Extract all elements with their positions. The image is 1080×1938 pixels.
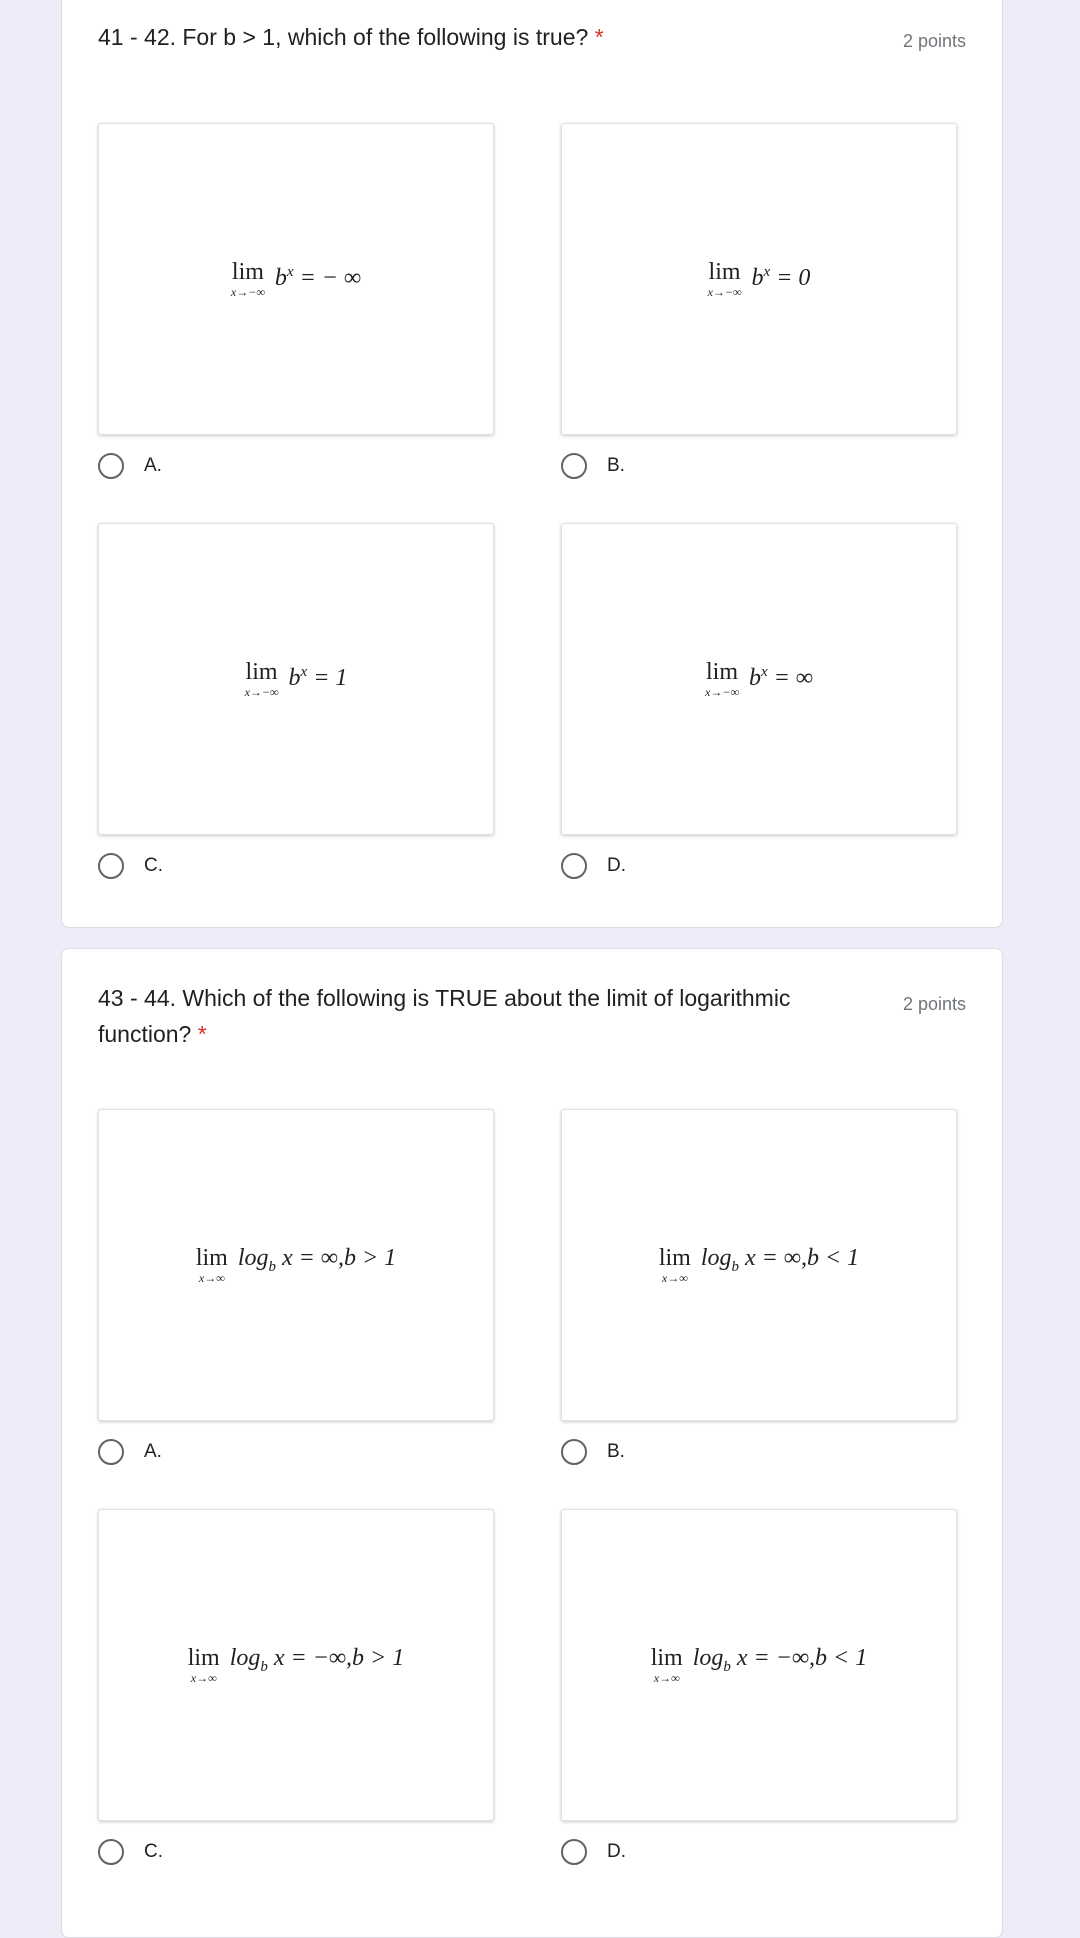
option-b-radio-row[interactable]: [561, 453, 625, 479]
option-c-radio-row[interactable]: [98, 1839, 163, 1865]
radio-button[interactable]: [98, 453, 124, 479]
question-title: 41 - 42. For b > 1, which of the following is true? *: [98, 24, 604, 50]
math-expression: lim x→∞ $\log_b x = \infty,b < 1$: [658, 1245, 860, 1285]
math-expression: lim x→−∞ $b^x = 1$: [244, 659, 348, 699]
radio-button[interactable]: [561, 1839, 587, 1865]
option-label: C.: [144, 1841, 163, 1862]
option-image-b[interactable]: [561, 1109, 957, 1421]
option-d-radio-row[interactable]: [561, 853, 626, 879]
question-title: 43 - 44. Which of the following is TRUE about the limit of logarithmic function? *: [98, 985, 791, 1047]
math-expression: lim x→−∞ $b^x = 0$: [707, 259, 811, 299]
radio-button[interactable]: [98, 853, 124, 879]
math-expression: lim x→∞ $\log_b x = \infty,b > 1$: [195, 1245, 397, 1285]
required-mark: *: [197, 1021, 207, 1047]
radio-button[interactable]: [98, 1439, 124, 1465]
option-image-d[interactable]: [561, 523, 957, 835]
option-d-radio-row[interactable]: [561, 1839, 626, 1865]
option-image-b[interactable]: [561, 123, 957, 435]
option-a-radio-row[interactable]: [98, 1439, 162, 1465]
option-image-a[interactable]: [98, 1109, 494, 1421]
radio-button[interactable]: [561, 453, 587, 479]
option-label: A.: [144, 455, 162, 476]
option-image-c[interactable]: [98, 523, 494, 835]
question-card-43-44: [61, 948, 1003, 1938]
points-label: 2 points: [902, 994, 966, 1014]
option-image-a[interactable]: [98, 123, 494, 435]
option-label: D.: [607, 1841, 626, 1862]
math-expression: lim x→∞ $\log_b x = -\infty,b < 1$: [650, 1645, 868, 1685]
math-expression: lim x→∞ $\log_b x = -\infty,b > 1$: [187, 1645, 405, 1685]
required-mark: *: [594, 24, 604, 50]
math-expression: lim x→−∞ $b^x$ = ∞: [705, 659, 813, 699]
radio-button[interactable]: [561, 1439, 587, 1465]
option-b-radio-row[interactable]: [561, 1439, 625, 1465]
option-label: D.: [607, 855, 626, 876]
option-label: C.: [144, 855, 163, 876]
question-card-41-42: [61, 0, 1003, 928]
option-image-c[interactable]: [98, 1509, 494, 1821]
option-a-radio-row[interactable]: [98, 453, 162, 479]
option-label: A.: [144, 1441, 162, 1462]
option-label: B.: [607, 1441, 625, 1462]
option-image-d[interactable]: [561, 1509, 957, 1821]
option-label: B.: [607, 455, 625, 476]
math-expression: lim x→−∞ $b^x$ = − ∞: [230, 259, 362, 299]
radio-button[interactable]: [561, 853, 587, 879]
radio-button[interactable]: [98, 1839, 124, 1865]
points-label: 2 points: [902, 31, 966, 51]
option-c-radio-row[interactable]: [98, 853, 163, 879]
